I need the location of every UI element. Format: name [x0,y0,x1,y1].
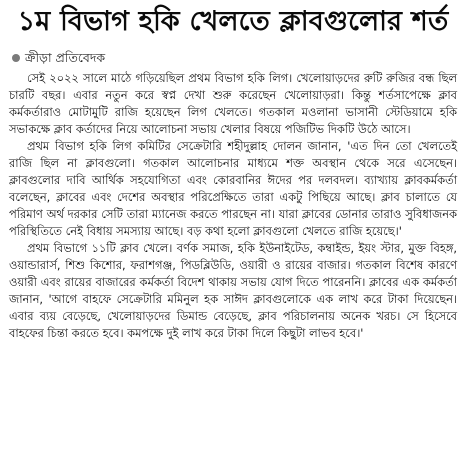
bullet-icon [12,54,20,62]
paragraph-1: সেই ২০২২ সালে মাঠে গড়িয়েছিল প্রথম বিভাগ হকি লিগ। খেলোয়াড়দের রুটি রুজির বন্ধ ছিল চারটি বছর। এবার নতুন করে স্বপ্ন দেখা শুরু করেছেন খেলোয়াড়রা। কিন্তু শর্তসাপেক্ষে ক্লাব কর্মকর্তারাও মোটামুটি রাজি হয়েছেন লিগ খেলতে। গতকাল মওলানা ভাসানী স্টেডিয়ামে হকি সভাকক্ষে ক্লাব কর্তাদের নিয়ে আলোচনা সভায় খেলার বিষয়ে পজিটিভ দিকটি উঠে আসে। [9,71,457,136]
paragraph-2: প্রথম বিভাগ হকি লিগ কমিটির সেক্রেটারি শহীদুল্লাহ দোলন জানান, 'এত দিন তো খেলতেই রাজি ছিল না ক্লাবগুলো। গতকাল আলোচনার মাধ্যমে শক্ত অবস্থান থেকে সরে এসেছেন। ক্লাবগুলোর দাবি আর্থিক সহযোগিতা এবং কোরবানির ঈদের পর দলবদল। ব্যাখ্যায় ক্লাবকর্মকর্তা বলেছেন, ক্লাবের এবং দেশের অবস্থার পরিপ্রেক্ষিতে তারা একটু পিছিয়ে আছে। ক্লাব চালাতে যে পরিমাণ অর্থ দরকার সেটি তারা ম্যানেজ করতে পারছেন না। যারা ক্লাবের ডোনার তারাও সুবিধাজনক পরিস্থিতিতে নেই বিধায় সমস্যায় আছে। বড় কথা হলো ক্লাবগুলো খেলতে রাজি হয়েছে।' [9,139,457,238]
article-body [9,70,457,342]
byline-text: ক্রীড়া প্রতিবেদক [25,50,106,65]
headline: ১ম বিভাগ হকি খেলতে ক্লাবগুলোর শর্ত [17,6,449,37]
paragraph-3: প্রথম বিভাগে ১১টি ক্লাব খেলে। বর্ণক সমাজ, হকি ইউনাইটেড, কম্বাইন্ড, ইয়ং স্টার, মুক্ত বিহঙ্গ, ওয়ান্ডারার্স, শিশু কিশোর, ফরাশগঞ্জ, পিডব্লিউডি, ওয়ারী ও রায়ের বাজার। গতকাল বিশেষ কারণে ওয়ারী এবং রায়ের বাজারের কর্মকর্তা বিদেশ থাকায় সভায় যোগ দিতে পারেননি। ক্লাবের এক কর্মকর্তা জানান, 'আগে বাহফে সেক্রেটারি মমিনুল হক সাঈদ ক্লাবগুলোকে এক লাখ করে টাকা দিয়েছেন। এবার ব্যয় বেড়েছে, খেলোয়াড়দের ডিমান্ড বেড়েছে, ক্লাব পরিচালনায় অনেক খরচ। সে হিসেবে বাহফের চিন্তা করতে হবে। কমপক্ষে দুই লাখ করে টাকা দিলে কিছুটা লাভব হবে।' [9,241,457,340]
byline [12,49,105,67]
